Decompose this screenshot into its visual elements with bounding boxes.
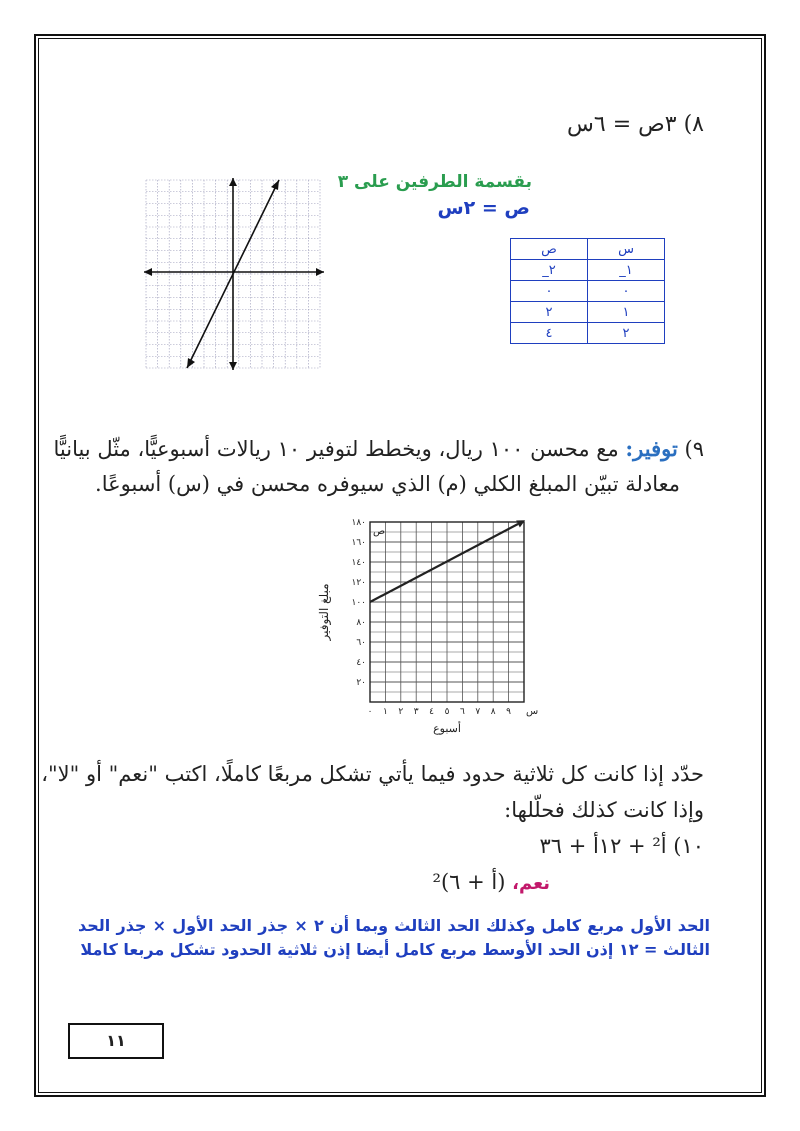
x-tick-label: ٠ bbox=[367, 707, 373, 717]
table-cell: ٢ bbox=[588, 323, 665, 344]
table-cell: ١ bbox=[588, 302, 665, 323]
y-tick-label: ١٤٠ bbox=[351, 558, 366, 568]
chart-series bbox=[370, 520, 525, 602]
question-9-line-1 bbox=[53, 436, 704, 461]
table-row bbox=[511, 260, 665, 281]
y-tick-label: ١٨٠ bbox=[351, 518, 366, 528]
x-axis-arrow-right bbox=[316, 268, 324, 276]
x-tick-label: ١ bbox=[382, 707, 388, 717]
x-tick-label: ٨ bbox=[490, 707, 496, 717]
y-tick-label: ١٢٠ bbox=[351, 578, 366, 588]
table-row bbox=[511, 323, 665, 344]
xy-table bbox=[510, 238, 665, 344]
y-tick-label: ٦٠ bbox=[356, 638, 366, 648]
answer-yes: نعم، bbox=[512, 873, 550, 894]
table-cell: ١_ bbox=[588, 260, 665, 281]
table-cell: ٢_ bbox=[511, 260, 588, 281]
y-axis-arrow-down bbox=[229, 362, 237, 370]
y-tick-label: ٤٠ bbox=[356, 658, 366, 668]
question-9-label: توفير: bbox=[625, 436, 678, 461]
answer-10-header bbox=[433, 870, 550, 894]
savings-chart bbox=[300, 516, 540, 752]
question-10: ١٠) أ² + ١٢أ + ٣٦ bbox=[539, 834, 704, 858]
solution-step: بقسمة الطرفين على ٣ bbox=[337, 172, 532, 192]
answer-factored: (أ + ٦)² bbox=[432, 870, 506, 894]
y-tick-label: ١٠٠ bbox=[351, 598, 366, 608]
instructions-line-1: حدّد إذا كانت كل ثلاثية حدود فيما يأتي تشكل مربعًا كاملًا، اكتب "نعم" أو "لا"، bbox=[41, 762, 704, 786]
question-8: ٨) ٣ص = ٦س bbox=[567, 112, 704, 137]
table-row bbox=[511, 302, 665, 323]
page-number: ١١ bbox=[68, 1023, 164, 1059]
instructions-line-2: وإذا كانت كذلك فحلّلها: bbox=[504, 798, 704, 822]
x-tick-label: ٧ bbox=[475, 707, 481, 717]
answer-10-explanation: الحد الأول مربع كامل وكذلك الحد الثالث وبما أن ٢ × جذر الحد الأول × جذر الحد الثالث = ١٢ إذن الحد الأوسط مربع كامل أيضا إذن ثلاثية الحدود تشكل مربعا كاملا bbox=[78, 916, 711, 959]
y-axis-arrow-up bbox=[229, 178, 237, 186]
question-9-number: ٩) bbox=[684, 437, 704, 461]
table-header-y: ص bbox=[511, 239, 588, 260]
series-line bbox=[370, 524, 518, 602]
x-axis-name: س bbox=[526, 706, 539, 717]
table-cell: ٠ bbox=[588, 281, 665, 302]
question-9-line-2: معادلة تبيّن المبلغ الكلي (م) الذي سيوفره محسن في (س) أسبوعًا. bbox=[95, 472, 680, 496]
y-axis-label: مبلغ التوفير bbox=[317, 583, 331, 641]
x-axis-label: أسبوع bbox=[433, 722, 461, 735]
x-tick-label: ٩ bbox=[506, 707, 512, 717]
solution-equation: ص = ٢س bbox=[437, 197, 530, 219]
chart-grid bbox=[370, 522, 524, 702]
table-row bbox=[511, 281, 665, 302]
x-axis-arrow-left bbox=[144, 268, 152, 276]
x-tick-label: ٢ bbox=[398, 707, 404, 717]
y-tick-label: ٢٠ bbox=[356, 678, 366, 688]
table-cell: ٢ bbox=[511, 302, 588, 323]
x-tick-label: ٥ bbox=[444, 707, 450, 717]
question-9-text: مع محسن ١٠٠ ريال، ويخطط لتوفير ١٠ ريالات أسبوعيًّا، مثّل بيانيًّا bbox=[53, 437, 619, 461]
x-tick-label: ٦ bbox=[459, 707, 465, 717]
table-header-x: س bbox=[588, 239, 665, 260]
table-header-row bbox=[511, 239, 665, 260]
table-cell: ٤ bbox=[511, 323, 588, 344]
line-arrow-up bbox=[271, 180, 279, 190]
y-tick-label: ٨٠ bbox=[356, 618, 366, 628]
x-tick-label: ٣ bbox=[413, 707, 419, 717]
y-tick-label: ١٦٠ bbox=[351, 538, 366, 548]
chart-x-ticks bbox=[368, 707, 512, 717]
table-cell: ٠ bbox=[511, 281, 588, 302]
graph-y-equals-2x bbox=[140, 176, 326, 372]
y-axis-name: ص bbox=[373, 526, 386, 537]
x-tick-label: ٤ bbox=[429, 707, 435, 717]
chart-y-ticks bbox=[351, 518, 366, 688]
